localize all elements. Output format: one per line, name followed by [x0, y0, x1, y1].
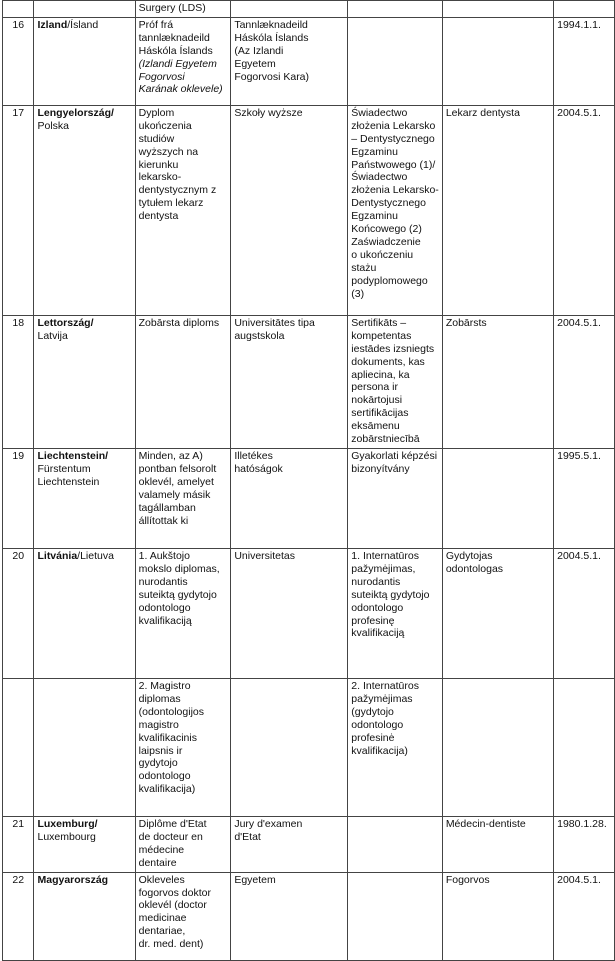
- reference-date: 1994.1.1.: [557, 18, 601, 31]
- cell-line: Końcowego (2): [351, 223, 422, 236]
- cell-line: lekarsko-: [138, 171, 182, 184]
- country-name-native: Fürstentum Liechtenstein: [37, 462, 100, 488]
- row-number-cell: [3, 105, 34, 315]
- table-row: [3, 816, 615, 872]
- reference-date: 1995.5.1.: [557, 449, 601, 462]
- cell-line: podyplomowego: [351, 274, 428, 287]
- date-cell: [554, 315, 615, 448]
- title-cell: [442, 548, 553, 678]
- cell-line: dentystycznym z: [138, 184, 217, 197]
- cell-line: Gydytojas: [445, 549, 493, 562]
- cell-line: kvalifikaciją: [351, 627, 405, 640]
- date-cell: [554, 678, 615, 816]
- issuing-body-cell: [231, 548, 348, 678]
- row-number-cell: [3, 448, 34, 548]
- country-name-hu: Liechtenstein/: [37, 449, 109, 462]
- table-row: [3, 448, 615, 548]
- cell-line: Państwowego (1)/: [351, 158, 436, 171]
- certificate-cell: [348, 548, 443, 678]
- cell-line: tytułem lekarz: [138, 197, 204, 210]
- cell-line: Minden, az A): [138, 449, 203, 462]
- country-name-hu: Lengyelország/: [37, 106, 114, 119]
- country-name-hu: Luxemburg/: [37, 817, 98, 830]
- table-cell: [554, 1, 615, 18]
- cell-line: 1. Internatūros: [351, 549, 419, 562]
- cell-line: oklevél (doctor: [138, 899, 207, 912]
- country-cell: [34, 17, 135, 105]
- cell-line: dokuments, kas: [351, 355, 425, 368]
- cell-line: Universitetas: [234, 549, 296, 562]
- cell-line: iestādes izsniegts: [351, 342, 435, 355]
- cell-line: Egyetem: [234, 873, 276, 886]
- cell-line: nokārtojusi: [351, 394, 403, 407]
- date-cell: [554, 872, 615, 960]
- row-number: 19: [12, 449, 25, 462]
- cell-line: Egyetem: [234, 57, 276, 70]
- cell-line: suteiktą gydytojo: [138, 588, 217, 601]
- cell-line: złożenia Lekarsko: [351, 119, 436, 132]
- cell-line: sertifikācijas: [351, 407, 409, 420]
- diploma-cell: [135, 448, 231, 548]
- country-name-hu: Magyarország: [37, 873, 109, 886]
- country-name-native: Polska: [37, 119, 69, 132]
- row-number: 21: [12, 817, 25, 830]
- issuing-body-cell: [231, 17, 348, 105]
- cell-line: (3): [351, 287, 365, 300]
- cell-line: tannlæknadeild: [138, 31, 210, 44]
- cell-line: Jury d'examen: [234, 817, 303, 830]
- country-name-native: /Ísland: [67, 18, 99, 31]
- cell-line: o ukończeniu: [351, 248, 414, 261]
- cell-line: studiów: [138, 132, 175, 145]
- title-cell: [442, 816, 553, 872]
- reference-date: 1980.1.28.: [557, 817, 607, 830]
- cell-line: nurodantis: [138, 575, 188, 588]
- cell-line: Lekarz dentysta: [445, 106, 520, 119]
- cell-line: (gydytojo: [351, 705, 394, 718]
- date-cell: [554, 448, 615, 548]
- cell-line: kvalifikacinis: [138, 731, 197, 744]
- country-name-hu: Lettország/: [37, 316, 94, 329]
- row-number-cell: [3, 17, 34, 105]
- table-cell: [34, 1, 135, 18]
- issuing-body-cell: [231, 678, 348, 816]
- cell-line: Háskóla Íslands: [234, 31, 309, 44]
- table-row: [3, 1, 615, 18]
- country-cell: [34, 105, 135, 315]
- country-name-native: Luxembourg: [37, 830, 96, 843]
- cell-line: bizonyítvány: [351, 462, 410, 475]
- cell-line: medicinae: [138, 912, 187, 925]
- issuing-body-cell: [231, 315, 348, 448]
- cell-line: Fogorvosi: [138, 70, 185, 83]
- cell-line: odontologo: [138, 770, 191, 783]
- cell-line: kvalifikacija): [351, 744, 408, 757]
- cell-line: kierunku: [138, 158, 179, 171]
- cell-line: 1. Aukštojo: [138, 549, 190, 562]
- cell-line: kompetentas: [351, 329, 412, 342]
- cell-line: eksāmenu: [351, 420, 400, 433]
- title-cell: [442, 872, 553, 960]
- cell-line: Háskóla Íslands: [138, 44, 213, 57]
- cell-line: tagállamban: [138, 501, 196, 514]
- table-cell: [442, 1, 553, 18]
- diploma-cell: [135, 315, 231, 448]
- diploma-cell: [135, 872, 231, 960]
- certificate-cell: [348, 17, 443, 105]
- cell-line: magistro: [138, 718, 179, 731]
- title-cell: [442, 315, 553, 448]
- table-row: [3, 678, 615, 816]
- cell-line: nurodantis: [351, 575, 401, 588]
- country-name-native: Latvija: [37, 329, 68, 342]
- cell-line: ukończenia: [138, 119, 192, 132]
- row-number-cell: [3, 678, 34, 816]
- cell-line: Egzaminu: [351, 145, 398, 158]
- issuing-body-cell: [231, 105, 348, 315]
- cell-line: pažymėjimas,: [351, 562, 416, 575]
- table-row: [3, 17, 615, 105]
- diploma-cell: [135, 105, 231, 315]
- cell-line: oklevél, amelyet: [138, 475, 214, 488]
- table-row: [3, 872, 615, 960]
- country-cell: [34, 872, 135, 960]
- cell-line: pontban felsorolt: [138, 462, 217, 475]
- row-number: 17: [12, 106, 25, 119]
- cell-line: d'Etat: [234, 830, 261, 843]
- table-row: [3, 105, 615, 315]
- country-name-native: /Lietuva: [77, 549, 114, 562]
- cell-line: Fogorvosi Kara): [234, 70, 310, 83]
- cell-line: Universitātes tipa: [234, 316, 315, 329]
- issuing-body-cell: [231, 816, 348, 872]
- cell-line: persona ir: [351, 381, 398, 394]
- title-cell: [442, 678, 553, 816]
- reference-date: 2004.5.1.: [557, 316, 601, 329]
- title-cell: [442, 105, 553, 315]
- row-number: 16: [12, 18, 25, 31]
- certificate-cell: [348, 872, 443, 960]
- table-cell: [231, 1, 348, 18]
- cell-line: Illetékes: [234, 449, 273, 462]
- country-cell: [34, 448, 135, 548]
- row-number: 18: [12, 316, 25, 329]
- table-row: [3, 548, 615, 678]
- cell-line: gydytojo: [138, 757, 178, 770]
- title-cell: [442, 17, 553, 105]
- cell-line: Szkoły wyższe: [234, 106, 303, 119]
- cell-line: Sertifikāts –: [351, 316, 407, 329]
- cell-line: wyższych na: [138, 145, 199, 158]
- cell-line: zobārstniecībā: [351, 433, 420, 446]
- cell-line: profesinė: [351, 731, 395, 744]
- cell-line: suteiktą gydytojo: [351, 588, 430, 601]
- certificate-cell: [348, 448, 443, 548]
- cell-line: odontologo: [351, 718, 404, 731]
- row-number-cell: [3, 872, 34, 960]
- row-number: 20: [12, 549, 25, 562]
- country-name-hu: Litvánia: [37, 549, 78, 562]
- cell-line: laipsnis ir: [138, 744, 183, 757]
- certificate-cell: [348, 105, 443, 315]
- cell-line: Karának oklevele): [138, 83, 223, 96]
- cell-line: dentysta: [138, 210, 179, 223]
- issuing-body-cell: [231, 448, 348, 548]
- row-number-cell: [3, 816, 34, 872]
- country-cell: [34, 678, 135, 816]
- table-cell: [3, 1, 34, 18]
- cell-line: Egzaminu: [351, 210, 398, 223]
- cell-line: Zobārsts: [445, 316, 487, 329]
- diploma-cell: [135, 17, 231, 105]
- row-number-cell: [3, 315, 34, 448]
- cell-line: 2. Internatūros: [351, 679, 419, 692]
- cell-line: pažymėjimas: [351, 692, 413, 705]
- cell-line: stażu: [351, 261, 377, 274]
- country-cell: [34, 548, 135, 678]
- diploma-cell: [135, 548, 231, 678]
- cell-line: Fogorvos: [445, 873, 490, 886]
- certificate-cell: [348, 315, 443, 448]
- cell-line: 2. Magistro: [138, 679, 191, 692]
- cell-line: Świadectwo: [351, 106, 408, 119]
- cell-line: dentariae,: [138, 925, 186, 938]
- cell-line: Dentystycznego: [351, 197, 426, 210]
- country-cell: [34, 315, 135, 448]
- diploma-table: [2, 0, 615, 961]
- cell-line: – Dentystycznego: [351, 132, 435, 145]
- date-cell: [554, 548, 615, 678]
- diploma-cell: [135, 816, 231, 872]
- cell-line: állítottak ki: [138, 514, 189, 527]
- cell-line: dentaire: [138, 856, 177, 869]
- cell-line: profesinę: [351, 614, 395, 627]
- cell-line: odontologo: [138, 601, 191, 614]
- cell-line: (odontologijos: [138, 705, 204, 718]
- table-row: [3, 315, 615, 448]
- cell-line: odontologo: [351, 601, 404, 614]
- cell-line: mokslo diplomas,: [138, 562, 220, 575]
- cell-line: de docteur en: [138, 830, 203, 843]
- reference-date: 2004.5.1.: [557, 106, 601, 119]
- cell-line: Okleveles: [138, 873, 185, 886]
- cell-line: Médecin-dentiste: [445, 817, 526, 830]
- date-cell: [554, 816, 615, 872]
- cell-line: (Izlandi Egyetem: [138, 57, 217, 70]
- country-cell: [34, 816, 135, 872]
- reference-date: 2004.5.1.: [557, 873, 601, 886]
- row-number: 22: [12, 873, 25, 886]
- country-name-hu: Izland: [37, 18, 68, 31]
- row-number-cell: [3, 548, 34, 678]
- cell-line: hatóságok: [234, 462, 283, 475]
- reference-date: 2004.5.1.: [557, 549, 601, 562]
- diploma-cell: [135, 678, 231, 816]
- cell-line: kvalifikacija): [138, 783, 196, 796]
- cell-line: Świadectwo: [351, 171, 408, 184]
- date-cell: [554, 17, 615, 105]
- table-cell: [135, 1, 231, 18]
- cell-line: Zobārsta diploms: [138, 316, 220, 329]
- cell-line: augstskola: [234, 329, 285, 342]
- cell-line: médecine: [138, 843, 185, 856]
- cell-line: fogorvos doktor: [138, 886, 211, 899]
- cell-line: Tannlæknadeild: [234, 18, 308, 31]
- cell-line: apliecina, ka: [351, 368, 410, 381]
- certificate-cell: [348, 678, 443, 816]
- cell-line: valamely másik: [138, 488, 211, 501]
- issuing-body-cell: [231, 872, 348, 960]
- cell-line: Surgery (LDS): [138, 2, 206, 14]
- cell-line: Dyplom: [138, 106, 175, 119]
- table-cell: [348, 1, 443, 18]
- cell-line: dr. med. dent): [138, 938, 204, 951]
- cell-line: kvalifikaciją: [138, 614, 192, 627]
- cell-line: złożenia Lekarsko-: [351, 184, 439, 197]
- cell-line: diplomas: [138, 692, 181, 705]
- cell-line: odontologas: [445, 562, 504, 575]
- cell-line: (Az Izlandi: [234, 44, 284, 57]
- cell-line: Gyakorlati képzési: [351, 449, 438, 462]
- date-cell: [554, 105, 615, 315]
- cell-line: Diplôme d'Etat: [138, 817, 207, 830]
- certificate-cell: [348, 816, 443, 872]
- cell-line: Próf frá: [138, 18, 174, 31]
- title-cell: [442, 448, 553, 548]
- cell-line: Zaświadczenie: [351, 235, 421, 248]
